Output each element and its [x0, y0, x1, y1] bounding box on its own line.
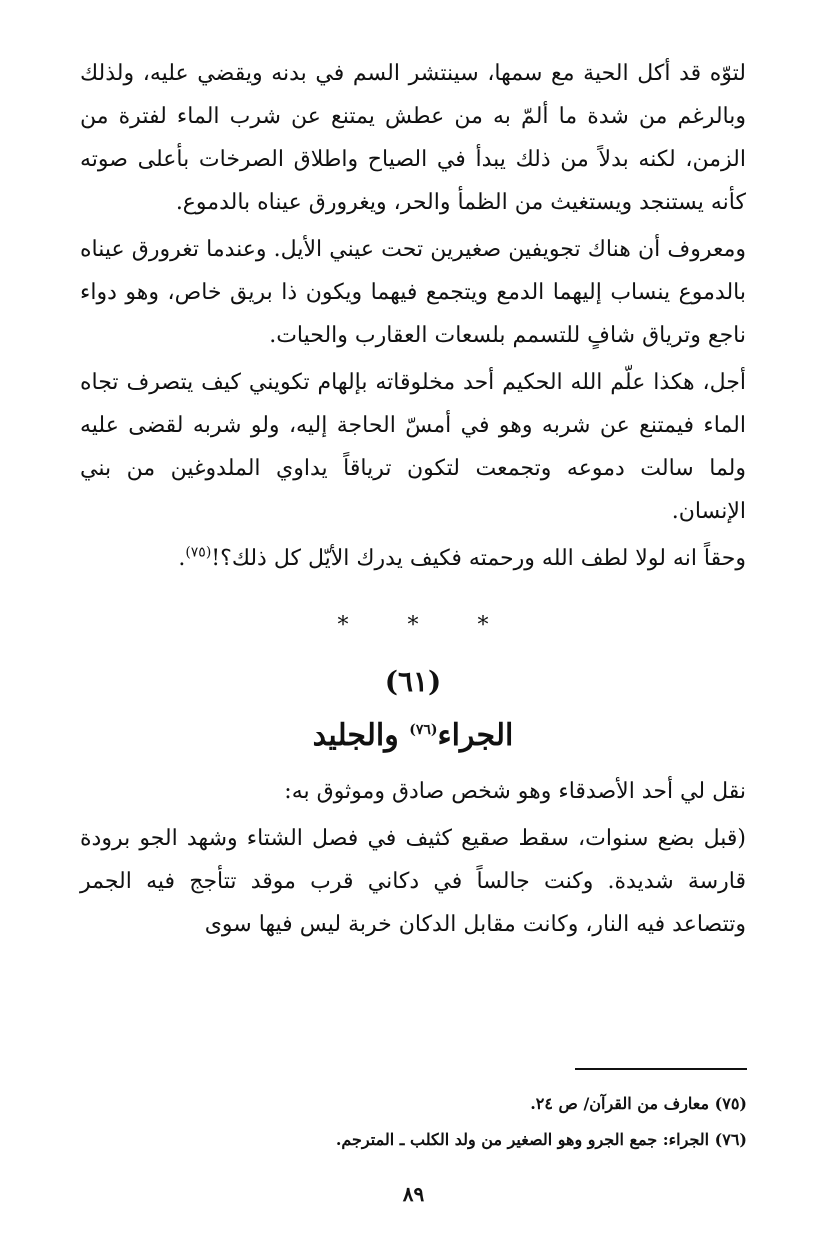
paragraph: أجل، هكذا علّم الله الحكيم أحد مخلوقاته بإلهام تكويني كيف يتصرف تجاه الماء فيمتنع عن شربه وهو في أمسّ الحاجة إليه، ولو شربه لقضى عليه ولما سالت دموعه وتجمعت لتكون ترياقاً يداوي الملدوغين من بني الإنسان. [80, 370, 746, 524]
section-title-part: والجليد [312, 718, 410, 753]
footnote: (٧٥) معارف من القرآن/ ص ٢٤. [530, 1094, 747, 1113]
paragraph: نقل لي أحد الأصدقاء وهو شخص صادق وموثوق به: [284, 779, 746, 804]
footnote: (٧٦) الجراء: جمع الجرو وهو الصغير من ولد الكلب ـ المترجم. [335, 1130, 747, 1149]
paragraph-with-footnote [80, 537, 746, 580]
page-body [80, 52, 746, 946]
page-number: ٨٩ [402, 1182, 425, 1206]
section-title-part: الجراء [437, 718, 514, 753]
paragraph: لتوّه قد أكل الحية مع سمها، سينتشر السم في بدنه ويقضي عليه، ولذلك وبالرغم من شدة ما ألمّ به من عطش يمتنع عن شرب الماء لفترة من الزمن، لكنه بدلاً من ذلك يبدأ في الصياح واطلاق الصرخات بأعلى صوته كأنه يستنجد ويستغيث من الظمأ والحر، ويغرورق عيناه بالدموع. [80, 61, 746, 215]
paragraph: ومعروف أن هناك تجويفين صغيرين تحت عيني الأيل. وعندما تغرورق عيناه بالدموع ينساب إليهما الدمع ويتجمع فيهما ويكون ذا بريق خاص، وهو دواء ناجع وترياق شافٍ للتسمم بلسعات العقارب والحيات. [80, 237, 746, 348]
section-separator: * * * [337, 613, 515, 638]
section-number: (٦١) [384, 665, 442, 698]
footnote-marker: (٧٦) [409, 722, 438, 738]
paragraph: (قبل بضع سنوات، سقط صقيع كثيف في فصل الشتاء وشهد الجو برودة قارسة شديدة. وكنت جالساً في دكاني قرب موقد تتأجج فيه الجمر وتتصاعد فيه النار، وكانت مقابل الدكان خربة ليس فيها سوى [80, 826, 746, 937]
footnotes [81, 1086, 747, 1158]
paragraph-text: وحقاً انه لولا لطف الله ورحمته فكيف يدرك الأيّل كل ذلك؟! [211, 546, 746, 571]
footnote-marker: (٧٥) [185, 544, 212, 561]
section-title [80, 710, 746, 762]
paragraph-end: . [178, 546, 186, 571]
footnote-divider [575, 1068, 747, 1070]
